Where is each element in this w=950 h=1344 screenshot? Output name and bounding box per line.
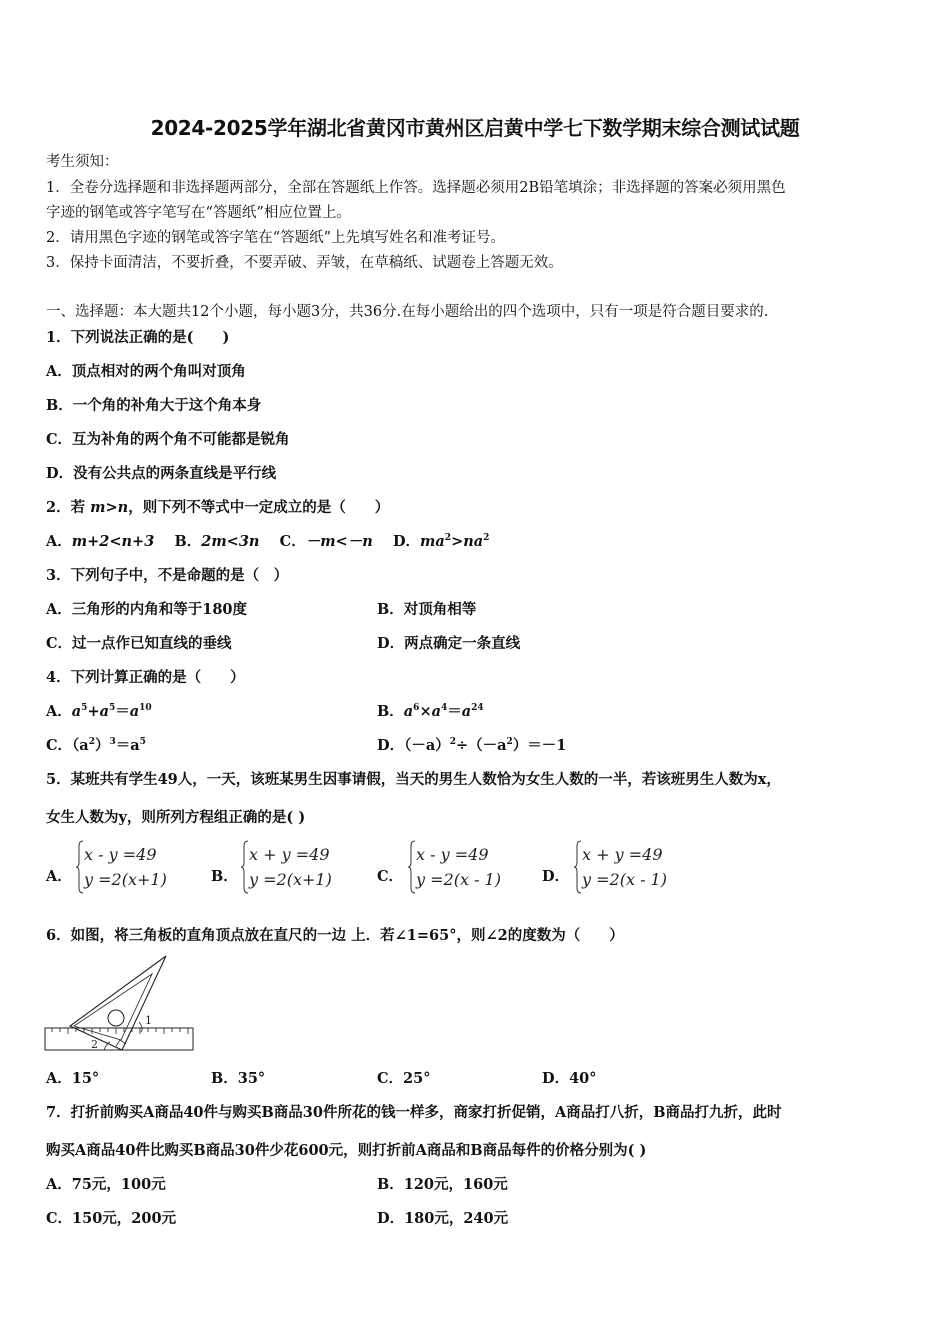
q2-option-b: B．2m<3n bbox=[174, 533, 260, 550]
q6-option-c: C．25° bbox=[377, 1070, 431, 1087]
q1-option-a: A．顶点相对的两个角叫对顶角 bbox=[46, 363, 246, 380]
q4-stem: 4．下列计算正确的是（ ） bbox=[46, 669, 245, 686]
q6-figure bbox=[44, 952, 196, 1054]
q2-stem: 2．若 m>n，则下列不等式中一定成立的是（ ） bbox=[46, 499, 390, 516]
q7-stem-2: 购买A商品40件比购买B商品30件少花600元，则打折前A商品和B商品每件的价格分别为( ) bbox=[46, 1142, 647, 1159]
q5-option-a-label: A． bbox=[46, 868, 72, 885]
q1-option-b: B．一个角的补角大于这个角本身 bbox=[46, 397, 262, 414]
section-heading: 一、选择题：本大题共12个小题，每小题3分，共36分.在每小题给出的四个选项中，只有一项是符合题目要求的. bbox=[46, 304, 769, 320]
q7-option-c: C．150元，200元 bbox=[46, 1210, 177, 1227]
set-square-hole bbox=[108, 1010, 124, 1026]
q1-option-d: D．没有公共点的两条直线是平行线 bbox=[46, 465, 277, 482]
q6-stem: 6．如图，将三角板的直角顶点放在直尺的一边 上．若∠1=65°，则∠2的度数为（ ） bbox=[46, 927, 624, 944]
q1-option-c: C．互为补角的两个角不可能都是锐角 bbox=[46, 431, 290, 448]
notice-line-1b: 字迹的钢笔或答字笔写在“答题纸”相应位置上。 bbox=[46, 205, 351, 221]
notice-heading: 考生须知： bbox=[46, 154, 119, 170]
q4-option-d: D．$(-a)^2\div(-a^2)=-1$ bbox=[377, 737, 567, 754]
q2-options bbox=[46, 532, 489, 552]
notice-line-3: 3．保持卡面清洁，不要折叠，不要弄破、弄皱，在草稿纸、试题卷上答题无效。 bbox=[46, 255, 563, 271]
q5-stem-2: 女生人数为y，则所列方程组正确的是( ) bbox=[46, 809, 306, 826]
notice-line-2: 2．请用黑色字迹的钢笔或答字笔在“答题纸”上先填写姓名和准考证号。 bbox=[46, 230, 506, 246]
q5-option-b-label: B． bbox=[211, 868, 238, 885]
angle-1-label: 1 bbox=[145, 1014, 152, 1027]
q5-option-c-label: C． bbox=[377, 868, 404, 885]
q1-stem: 1．下列说法正确的是( ) bbox=[46, 329, 230, 346]
q4-option-c: C．$(a^2)^3=a^5$ bbox=[46, 737, 146, 754]
q2-option-d: D．$ma^2>na^2$ bbox=[392, 533, 490, 550]
q3-option-c: C．过一点作已知直线的垂线 bbox=[46, 635, 232, 652]
q2-option-c: C．－m<－n bbox=[279, 533, 373, 550]
q4-option-b: B．$a^6\times a^4=a^{24}$ bbox=[377, 703, 484, 720]
q3-stem: 3．下列句子中，不是命题的是（ ） bbox=[46, 567, 289, 584]
q5-option-c-system: x - y =49 y =2(x - 1) bbox=[408, 840, 528, 894]
q4-option-a: A．$a^5+a^5=a^{10}$ bbox=[46, 703, 152, 720]
q2-option-a: A．m+2<n+3 bbox=[46, 533, 155, 550]
q5-option-a-system: x - y =49 y =2(x+1) bbox=[76, 840, 196, 894]
q5-option-d-label: D． bbox=[542, 868, 570, 885]
q3-option-a: A．三角形的内角和等于180度 bbox=[46, 601, 248, 618]
q7-stem-1: 7．打折前购买A商品40件与购买B商品30件所花的钱一样多，商家打折促销，A商品打八折，B商品打九折，此时 bbox=[46, 1104, 782, 1121]
q5-stem-1: 5．某班共有学生49人，一天，该班某男生因事请假，当天的男生人数恰为女生人数的一半，若该班男生人数为x， bbox=[46, 771, 781, 788]
angle-2-label: 2 bbox=[91, 1038, 98, 1051]
q3-option-b: B．对顶角相等 bbox=[377, 601, 477, 618]
q7-option-b: B．120元，160元 bbox=[377, 1176, 508, 1193]
page-title: 2024-2025学年湖北省黄冈市黄州区启黄中学七下数学期末综合测试试题 bbox=[150, 116, 800, 140]
q5-option-d-system: x + y =49 y =2(x - 1) bbox=[574, 840, 694, 894]
notice-line-1a: 1．全卷分选择题和非选择题两部分，全部在答题纸上作答。选择题必须用2B铅笔填涂；非选择题的答案必须用黑色 bbox=[46, 180, 786, 196]
q3-option-d: D．两点确定一条直线 bbox=[377, 635, 521, 652]
q7-option-d: D．180元，240元 bbox=[377, 1210, 509, 1227]
q6-option-d: D．40° bbox=[542, 1070, 597, 1087]
q5-option-b-system: x + y =49 y =2(x+1) bbox=[241, 840, 361, 894]
q6-option-b: B．35° bbox=[211, 1070, 266, 1087]
q6-option-a: A．15° bbox=[46, 1070, 100, 1087]
q7-option-a: A．75元，100元 bbox=[46, 1176, 166, 1193]
